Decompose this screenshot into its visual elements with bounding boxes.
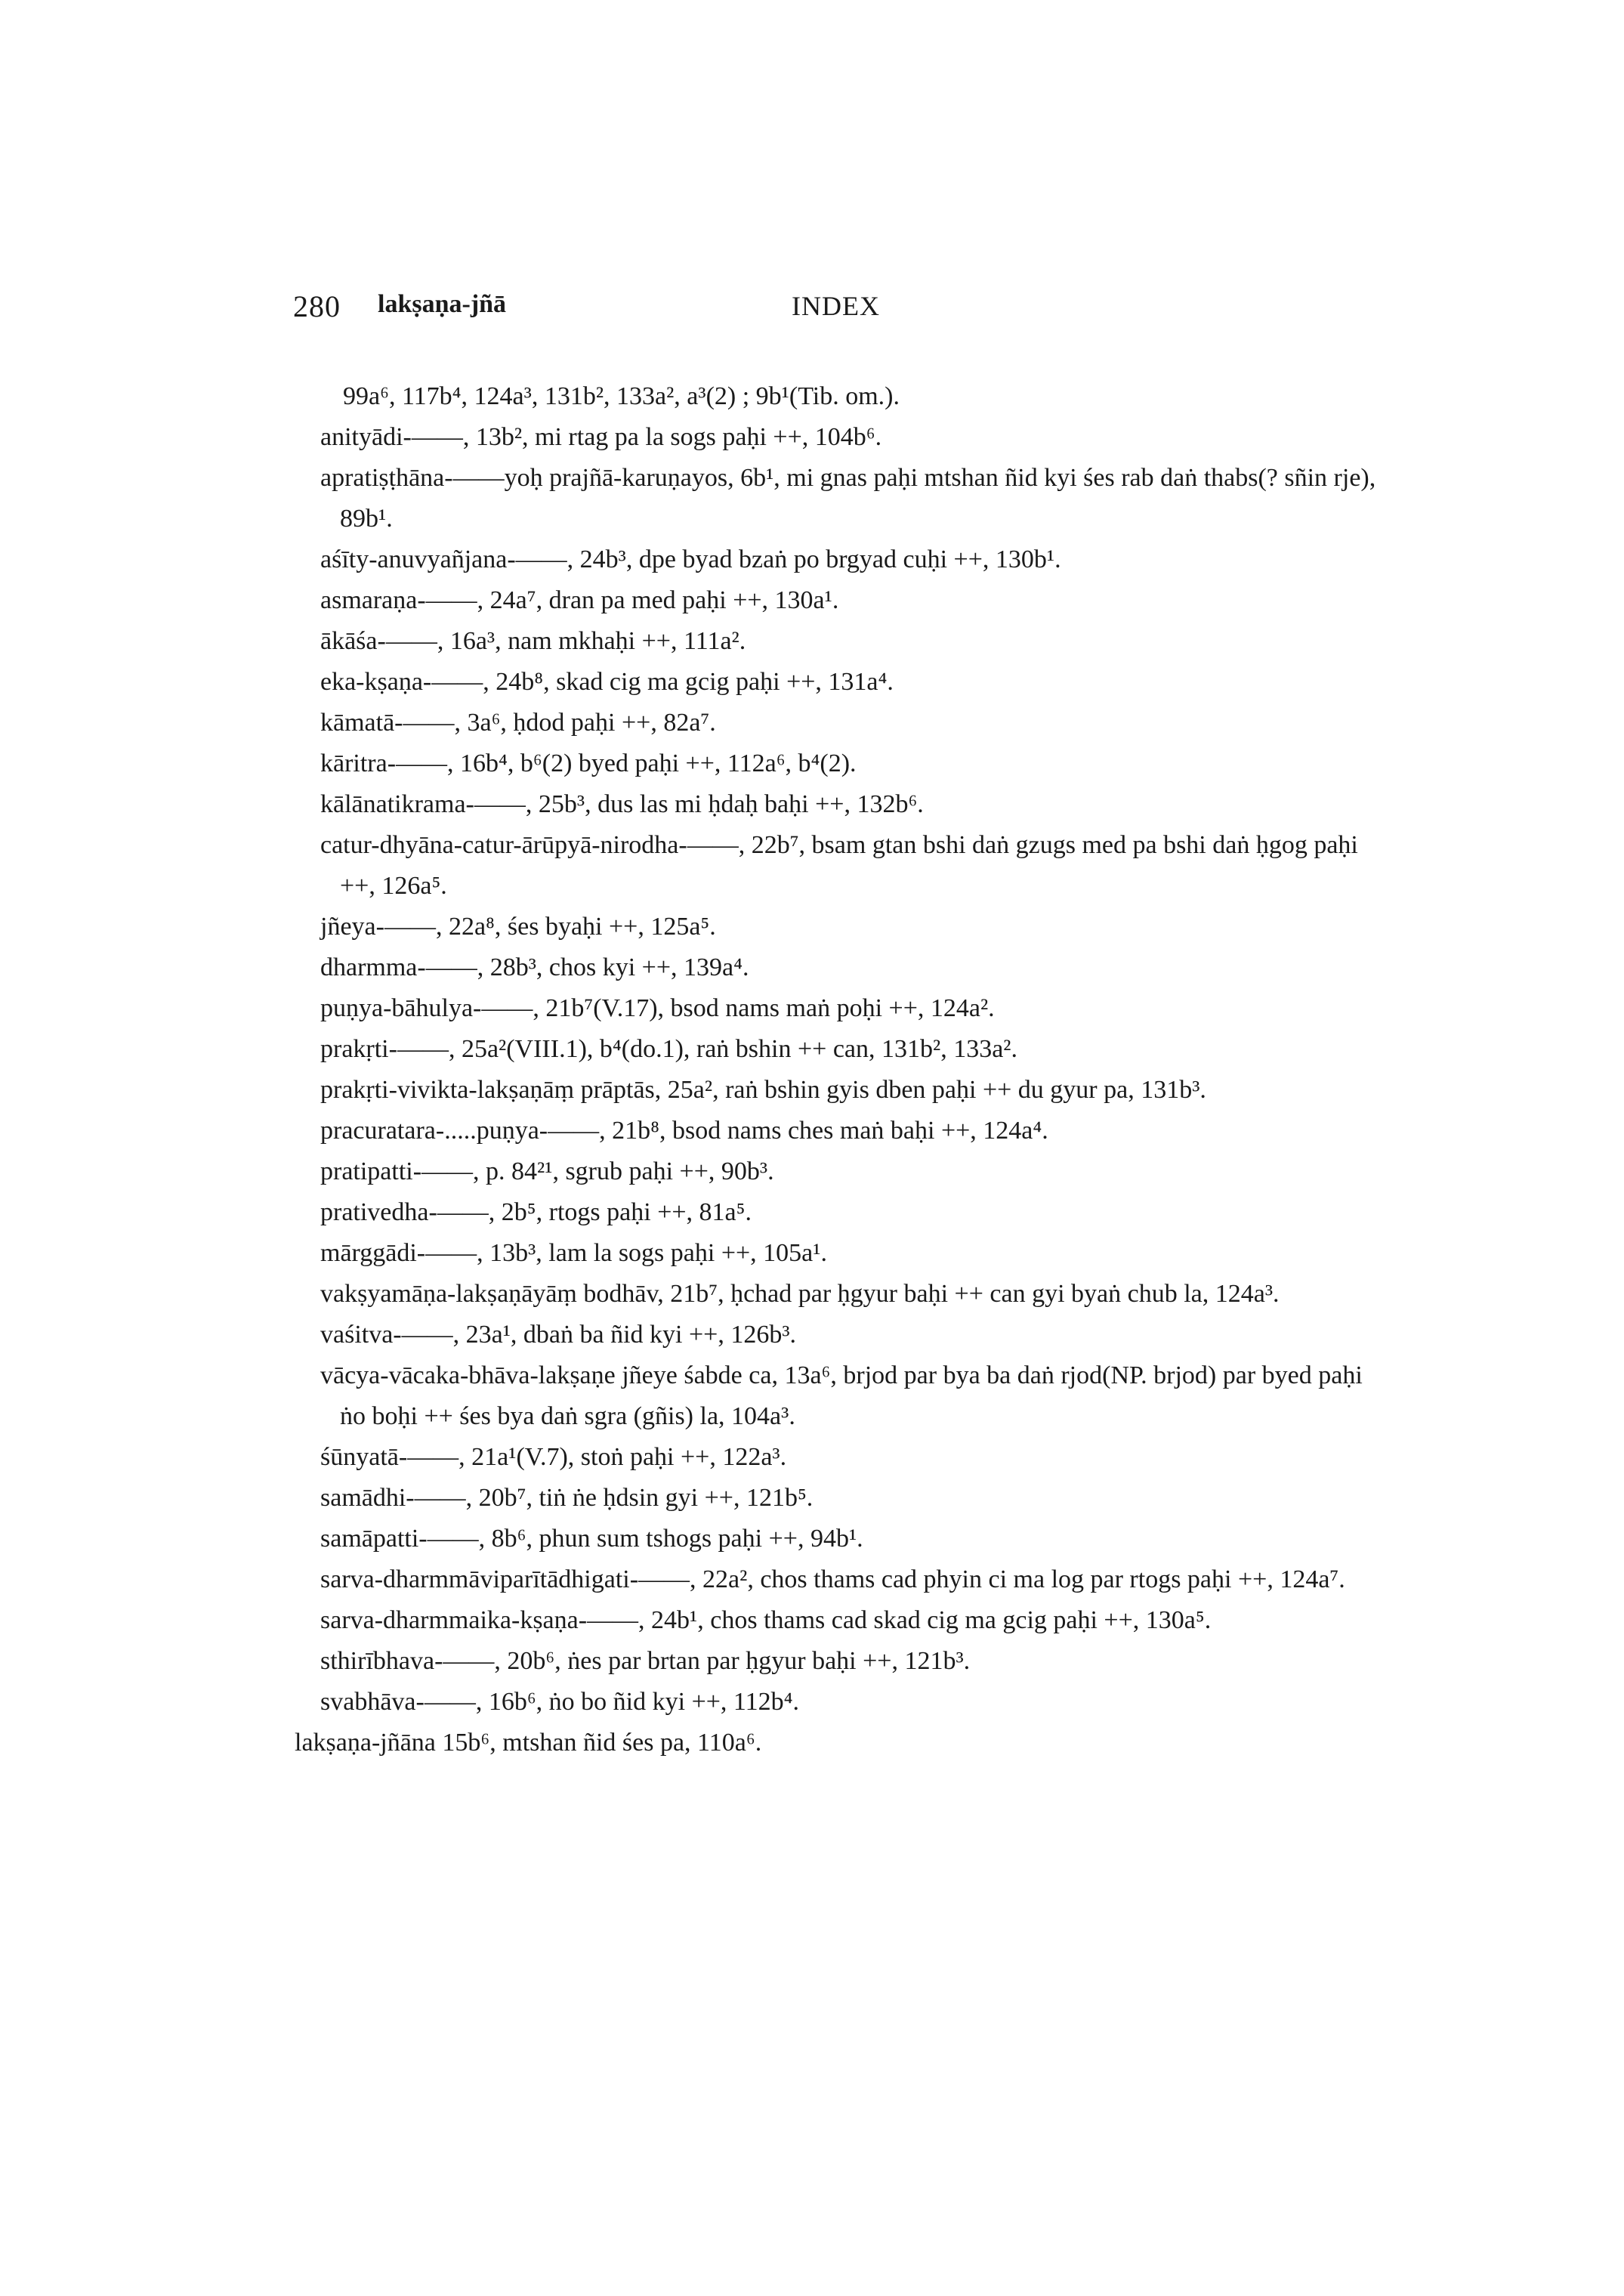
index-subentry: mārggādi-——, 13b³, lam la sogs paḥi ++, 105a¹.: [320, 1239, 827, 1267]
index-subentry: sarva-dharmmaika-kṣaṇa-——, 24b¹, chos thams cad skad cig ma gcig paḥi ++, 130a⁵.: [320, 1606, 1212, 1634]
index-subentry: samāpatti-——, 8b⁶, phun sum tshogs paḥi ++, 94b¹.: [320, 1525, 863, 1553]
index-entry-continuation: 99a⁶, 117b⁴, 124a³, 131b², 133a², a³(2) ; 9b¹(Tib. om.).: [343, 382, 900, 410]
index-subentry: samādhi-——, 20b⁷, tiṅ ṅe ḥdsin gyi ++, 121b⁵.: [320, 1484, 814, 1512]
index-subentry: ākāśa-——, 16a³, nam mkhaḥi ++, 111a².: [320, 627, 746, 655]
index-subentry: anityādi-——, 13b², mi rtag pa la sogs paḥi ++, 104b⁶.: [320, 423, 882, 451]
index-subentry: pracuratara-.....puṇya-——, 21b⁸, bsod nams ches maṅ baḥi ++, 124a⁴.: [320, 1117, 1048, 1145]
index-subentry: apratiṣṭhāna-——yoḥ prajñā-karuṇayos, 6b¹, mi gnas paḥi mtshan ñid kyi śes rab daṅ thabs(? sñin rje), 89b¹.: [320, 464, 1376, 533]
index-headword-entry: lakṣaṇa-jñāna 15b⁶, mtshan ñid śes pa, 110a⁶.: [295, 1729, 762, 1757]
index-subentry: eka-kṣaṇa-——, 24b⁸, skad cig ma gcig paḥi ++, 131a⁴.: [320, 668, 894, 696]
index-subentry: vakṣyamāṇa-lakṣaṇāyāṃ bodhāv, 21b⁷, ḥchad par ḥgyur baḥi ++ can gyi byaṅ chub la, 124a³.: [320, 1280, 1280, 1308]
index-entries: [295, 376, 1382, 1763]
page-number: 280: [293, 289, 341, 323]
index-subentry: dharmma-——, 28b³, chos kyi ++, 139a⁴.: [320, 953, 749, 981]
index-subentry: jñeya-——, 22a⁸, śes byaḥi ++, 125a⁵.: [320, 913, 716, 941]
index-subentry: catur-dhyāna-catur-ārūpyā-nirodha-——, 22b⁷, bsam gtan bshi daṅ gzugs med pa bshi daṅ ḥgog paḥi ++, 126a⁵.: [320, 831, 1358, 900]
index-subentry: vaśitva-——, 23a¹, dbaṅ ba ñid kyi ++, 126b³.: [320, 1321, 797, 1349]
index-subentry: kālānatikrama-——, 25b³, dus las mi ḥdaḥ baḥi ++, 132b⁶.: [320, 790, 924, 818]
index-subentry: śūnyatā-——, 21a¹(V.7), stoṅ paḥi ++, 122a³.: [320, 1443, 787, 1471]
running-head: lakṣaṇa-jñā: [378, 290, 507, 318]
index-subentry: aśīty-anuvyañjana-——, 24b³, dpe byad bzaṅ po brgyad cuḥi ++, 130b¹.: [320, 545, 1061, 573]
index-subentry: svabhāva-——, 16b⁶, ṅo bo ñid kyi ++, 112b⁴.: [320, 1688, 800, 1716]
page-header: [293, 289, 1624, 334]
index-subentry: sarva-dharmmāviparītādhigati-——, 22a², chos thams cad phyin ci ma log par rtogs paḥi ++, 124a⁷.: [320, 1565, 1345, 1593]
page-title: INDEX: [792, 291, 880, 321]
index-subentry: puṇya-bāhulya-——, 21b⁷(V.17), bsod nams maṅ poḥi ++, 124a².: [320, 994, 995, 1022]
index-subentry: vācya-vācaka-bhāva-lakṣaṇe jñeye śabde ca, 13a⁶, brjod par bya ba daṅ rjod(NP. brjod) par byed paḥi ṅo boḥi ++ śes bya daṅ sgra (gñis) la, 104a³.: [320, 1361, 1363, 1430]
index-subentry: sthirībhava-——, 20b⁶, ṅes par brtan par ḥgyur baḥi ++, 121b³.: [320, 1647, 971, 1675]
index-subentry: asmaraṇa-——, 24a⁷, dran pa med paḥi ++, 130a¹.: [320, 586, 839, 614]
index-subentry: kāmatā-——, 3a⁶, ḥdod paḥi ++, 82a⁷.: [320, 709, 716, 737]
index-subentry: prativedha-——, 2b⁵, rtogs paḥi ++, 81a⁵.: [320, 1198, 752, 1226]
index-subentry: kāritra-——, 16b⁴, b⁶(2) byed paḥi ++, 112a⁶, b⁴(2).: [320, 749, 857, 777]
index-subentry: prakṛti-vivikta-lakṣaṇāṃ prāptās, 25a², raṅ bshin gyis dben paḥi ++ du gyur pa, 131b³.: [320, 1076, 1206, 1104]
index-subentry: pratipatti-——, p. 84²¹, sgrub paḥi ++, 90b³.: [320, 1157, 774, 1185]
index-subentry: prakṛti-——, 25a²(VIII.1), b⁴(do.1), raṅ bshin ++ can, 131b², 133a².: [320, 1035, 1017, 1063]
